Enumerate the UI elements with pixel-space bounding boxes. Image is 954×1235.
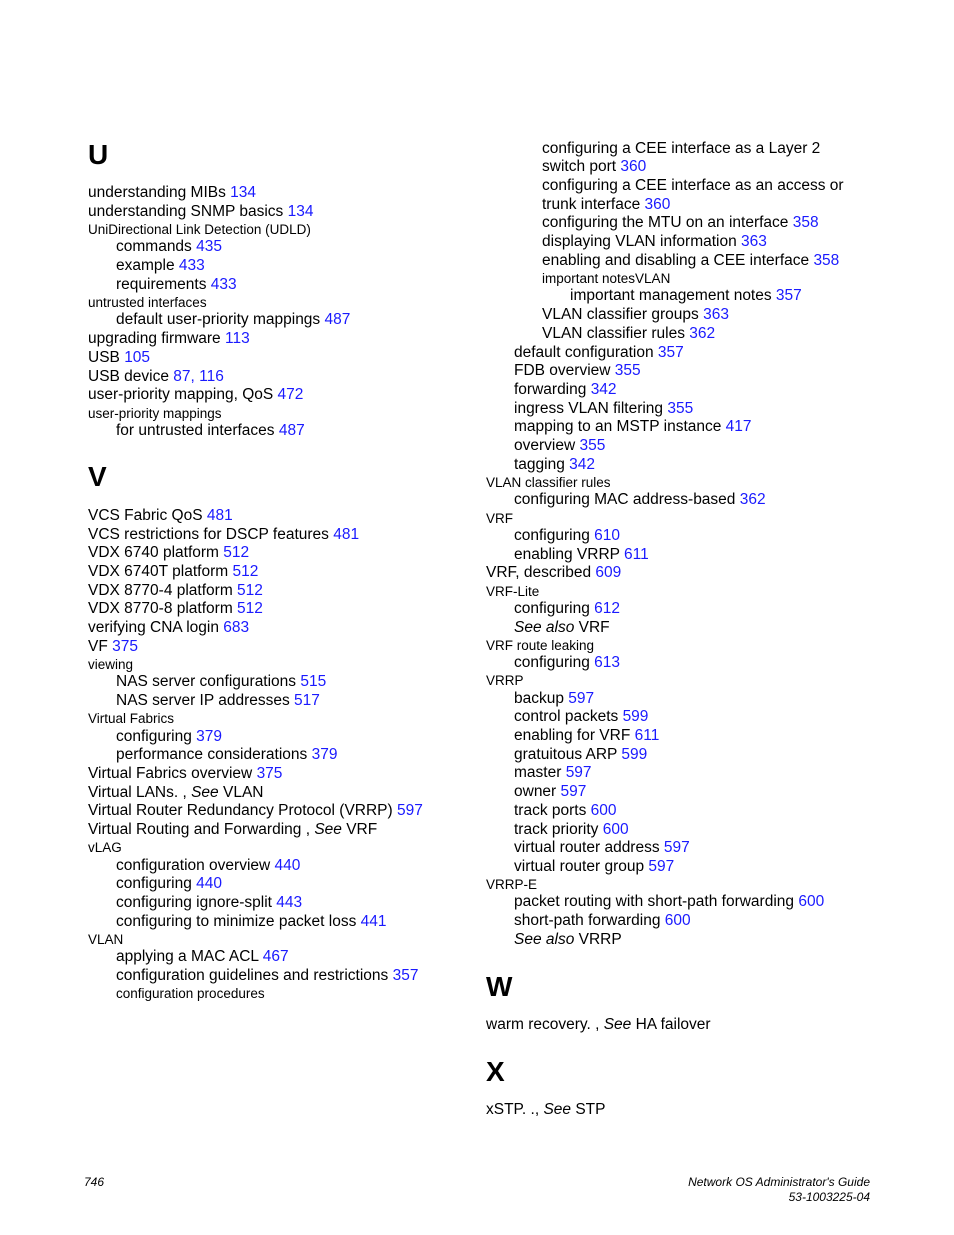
index-subentry: configuring ignore-split 443 <box>116 894 303 911</box>
page-link[interactable]: 512 <box>237 582 263 599</box>
index-subentry: gratuitous ARP 599 <box>514 746 648 763</box>
index-subentry: configuring a CEE interface as a Layer 2 <box>542 140 821 157</box>
page-link[interactable]: 472 <box>277 386 304 403</box>
index-subentry: switch port 360 <box>542 158 647 175</box>
page-link[interactable]: 611 <box>634 727 660 744</box>
index-subentry: backup 597 <box>514 690 595 707</box>
index-subentry: packet routing with short-path forwarding 600 <box>514 893 825 910</box>
page-number: 746 <box>84 1175 105 1189</box>
index-subentry: See also VRF <box>514 619 610 636</box>
page-link[interactable]: 597 <box>568 690 595 707</box>
index-heading: VRRP <box>486 673 524 688</box>
index-subentry: enabling and disabling a CEE interface 358 <box>542 252 840 269</box>
page-link[interactable]: 379 <box>311 746 338 763</box>
page-link[interactable]: 487 <box>278 422 305 439</box>
page-link[interactable]: 597 <box>648 858 675 875</box>
index-subentry: virtual router address 597 <box>514 839 690 856</box>
index-heading: viewing <box>88 657 134 672</box>
page-link[interactable]: 363 <box>741 233 767 250</box>
index-entry: xSTP. ., See STP <box>486 1101 606 1118</box>
index-subentry: configuring 379 <box>116 728 223 745</box>
index-subentry: See also VRRP <box>514 931 622 948</box>
index-entry: VDX 6740 platform 512 <box>88 544 250 561</box>
index-entry: USB 105 <box>88 349 151 366</box>
page-link[interactable]: 358 <box>813 252 840 269</box>
page-link[interactable]: 600 <box>590 802 617 819</box>
page-link[interactable]: 599 <box>622 708 649 725</box>
index-heading: vLAG <box>88 840 122 855</box>
page-link[interactable]: 440 <box>196 875 223 892</box>
page-link[interactable]: 467 <box>262 948 289 965</box>
page-link[interactable]: 360 <box>620 158 647 175</box>
page-link[interactable]: 487 <box>324 311 351 328</box>
index-subentry: mapping to an MSTP instance 417 <box>514 418 752 435</box>
page-link[interactable]: 599 <box>621 746 648 763</box>
index-entry: understanding MIBs 134 <box>88 184 257 201</box>
page-link[interactable]: 612 <box>594 600 621 617</box>
page-link[interactable]: 597 <box>560 783 587 800</box>
index-heading: VRF-Lite <box>486 584 540 599</box>
index-heading: VLAN <box>88 932 124 947</box>
index-heading: VRRP-E <box>486 877 538 892</box>
page-link[interactable]: 600 <box>664 912 691 929</box>
page-link[interactable]: 375 <box>256 765 283 782</box>
index-subentry: VLAN classifier rules 362 <box>542 325 716 342</box>
index-heading: configuration procedures <box>116 986 265 1001</box>
page-link[interactable]: 517 <box>294 692 320 709</box>
page-link[interactable]: 597 <box>397 802 423 819</box>
index-subentry: control packets 599 <box>514 708 649 725</box>
index-subentry: VLAN classifier groups 363 <box>542 306 729 323</box>
page-link[interactable]: 134 <box>287 203 314 220</box>
page-link[interactable]: 87, 116 <box>173 368 224 385</box>
index-subentry: configuring 613 <box>514 654 621 671</box>
page-link[interactable]: 358 <box>792 214 819 231</box>
index-entry: warm recovery. , See HA failover <box>486 1016 711 1033</box>
page-link[interactable]: 342 <box>590 381 617 398</box>
index-entry: Virtual LANs. , See VLAN <box>88 784 264 801</box>
page-link[interactable]: 357 <box>392 967 419 984</box>
page-link[interactable]: 443 <box>276 894 303 911</box>
index-subentry: FDB overview 355 <box>514 362 641 379</box>
index-subentry: configuring 612 <box>514 600 621 617</box>
index-subentry: configuration overview 440 <box>116 857 301 874</box>
index-letter-v: V <box>88 461 107 492</box>
page-link[interactable]: 362 <box>689 325 716 342</box>
index-subentry: overview 355 <box>514 437 606 454</box>
index-heading: VRF <box>486 511 513 526</box>
page-link[interactable]: 433 <box>210 276 237 293</box>
index-subentry: example 433 <box>116 257 205 274</box>
page-link[interactable]: 600 <box>602 821 629 838</box>
page-link[interactable]: 113 <box>224 330 250 347</box>
index-letter-x: X <box>486 1056 505 1087</box>
index-subentry: configuring 610 <box>514 527 621 544</box>
index-entry: VCS restrictions for DSCP features 481 <box>88 526 360 543</box>
index-subentry: applying a MAC ACL 467 <box>116 948 289 965</box>
index-subentry: track priority 600 <box>514 821 629 838</box>
page-link[interactable]: 613 <box>594 654 621 671</box>
index-subentry: ingress VLAN filtering 355 <box>514 400 694 417</box>
page-link[interactable]: 355 <box>579 437 606 454</box>
index-heading: VRF route leaking <box>486 638 595 653</box>
index-subentry: master 597 <box>514 764 592 781</box>
page-link[interactable]: 609 <box>595 564 622 581</box>
doc-number: 53-1003225-04 <box>788 1190 870 1204</box>
index-subentry: for untrusted interfaces 487 <box>116 422 305 439</box>
page-link[interactable]: 379 <box>196 728 223 745</box>
page-link[interactable]: 105 <box>124 349 151 366</box>
index-entry: Virtual Fabrics overview 375 <box>88 765 283 782</box>
index-subentry: performance considerations 379 <box>116 746 338 763</box>
index-heading: Virtual Fabrics <box>88 711 175 726</box>
page-link[interactable]: 433 <box>178 257 205 274</box>
page-link[interactable]: 355 <box>614 362 641 379</box>
page-link[interactable]: 597 <box>663 839 690 856</box>
index-entry: VCS Fabric QoS 481 <box>88 507 233 524</box>
page-link[interactable]: 481 <box>333 526 360 543</box>
page-link[interactable]: 342 <box>569 456 596 473</box>
page-link[interactable]: 610 <box>594 527 621 544</box>
index-entry: upgrading firmware 113 <box>88 330 250 347</box>
page-link[interactable]: 441 <box>360 913 387 930</box>
index-subentry: track ports 600 <box>514 802 617 819</box>
index-subentry: tagging 342 <box>514 456 596 473</box>
page-link[interactable]: 134 <box>230 184 257 201</box>
index-heading: important notesVLAN <box>542 271 671 286</box>
page-link[interactable]: 512 <box>237 600 263 617</box>
index-entry: VDX 6740T platform 512 <box>88 563 259 580</box>
page-link[interactable]: 357 <box>657 344 684 361</box>
page-link[interactable]: 683 <box>223 619 250 636</box>
index-letter-u: U <box>88 139 109 170</box>
index-subentry: commands 435 <box>116 238 222 255</box>
index-subentry: virtual router group 597 <box>514 858 675 875</box>
index-entry: understanding SNMP basics 134 <box>88 203 314 220</box>
index-subentry: trunk interface 360 <box>542 196 671 213</box>
index-subentry: configuring MAC address-based 362 <box>514 491 766 508</box>
page-link[interactable]: 512 <box>223 544 250 561</box>
page-link[interactable]: 515 <box>300 673 327 690</box>
index-subentry: NAS server configurations 515 <box>116 673 327 690</box>
index-entry: VRF, described 609 <box>486 564 622 581</box>
index-heading: user-priority mappings <box>88 406 222 421</box>
index-subentry: configuration guidelines and restrictions 357 <box>116 967 419 984</box>
index-entry: VDX 8770-8 platform 512 <box>88 600 263 617</box>
index-subentry: important management notes 357 <box>570 287 802 304</box>
index-subentry: NAS server IP addresses 517 <box>116 692 320 709</box>
page-link[interactable]: 360 <box>644 196 671 213</box>
index-entry: Virtual Router Redundancy Protocol (VRRP) 597 <box>88 802 423 819</box>
page-link[interactable]: 362 <box>739 491 766 508</box>
index-subentry: owner 597 <box>514 783 587 800</box>
page-link[interactable]: 600 <box>798 893 825 910</box>
page-link[interactable]: 417 <box>725 418 752 435</box>
index-letter-w: W <box>486 971 513 1002</box>
index-entry: VDX 8770-4 platform 512 <box>88 582 263 599</box>
index-subentry: enabling for VRF 611 <box>514 727 660 744</box>
index-subentry: configuring 440 <box>116 875 223 892</box>
index-subentry: configuring a CEE interface as an access or <box>542 177 844 194</box>
page-link[interactable]: 440 <box>274 857 301 874</box>
index-entry: VF 375 <box>88 638 138 655</box>
page-link[interactable]: 363 <box>703 306 729 323</box>
page-link[interactable]: 375 <box>112 638 138 655</box>
index-subentry: displaying VLAN information 363 <box>542 233 767 250</box>
page-link[interactable]: 357 <box>775 287 802 304</box>
page-link[interactable]: 597 <box>565 764 592 781</box>
page-link[interactable]: 355 <box>667 400 694 417</box>
page-link[interactable]: 611 <box>624 546 649 563</box>
page-link[interactable]: 481 <box>206 507 233 524</box>
index-entry: Virtual Routing and Forwarding , See VRF <box>88 821 378 838</box>
index-subentry: configuring to minimize packet loss 441 <box>116 913 387 930</box>
guide-title: Network OS Administrator's Guide <box>688 1175 870 1189</box>
index-heading: VLAN classifier rules <box>486 475 611 490</box>
index-subentry: configuring the MTU on an interface 358 <box>542 214 819 231</box>
index-subentry: short-path forwarding 600 <box>514 912 691 929</box>
index-heading: untrusted interfaces <box>88 295 207 310</box>
index-subentry: enabling VRRP 611 <box>514 546 649 563</box>
page-link[interactable]: 512 <box>232 563 259 580</box>
index-subentry: default user-priority mappings 487 <box>116 311 351 328</box>
index-entry: verifying CNA login 683 <box>88 619 250 636</box>
page-link[interactable]: 435 <box>196 238 222 255</box>
index-entry: USB device 87, 116 <box>88 368 224 385</box>
index-entry: user-priority mapping, QoS 472 <box>88 386 304 403</box>
index-heading: UniDirectional Link Detection (UDLD) <box>88 222 311 237</box>
index-subentry: requirements 433 <box>116 276 237 293</box>
index-subentry: default configuration 357 <box>514 344 684 361</box>
index-subentry: forwarding 342 <box>514 381 617 398</box>
